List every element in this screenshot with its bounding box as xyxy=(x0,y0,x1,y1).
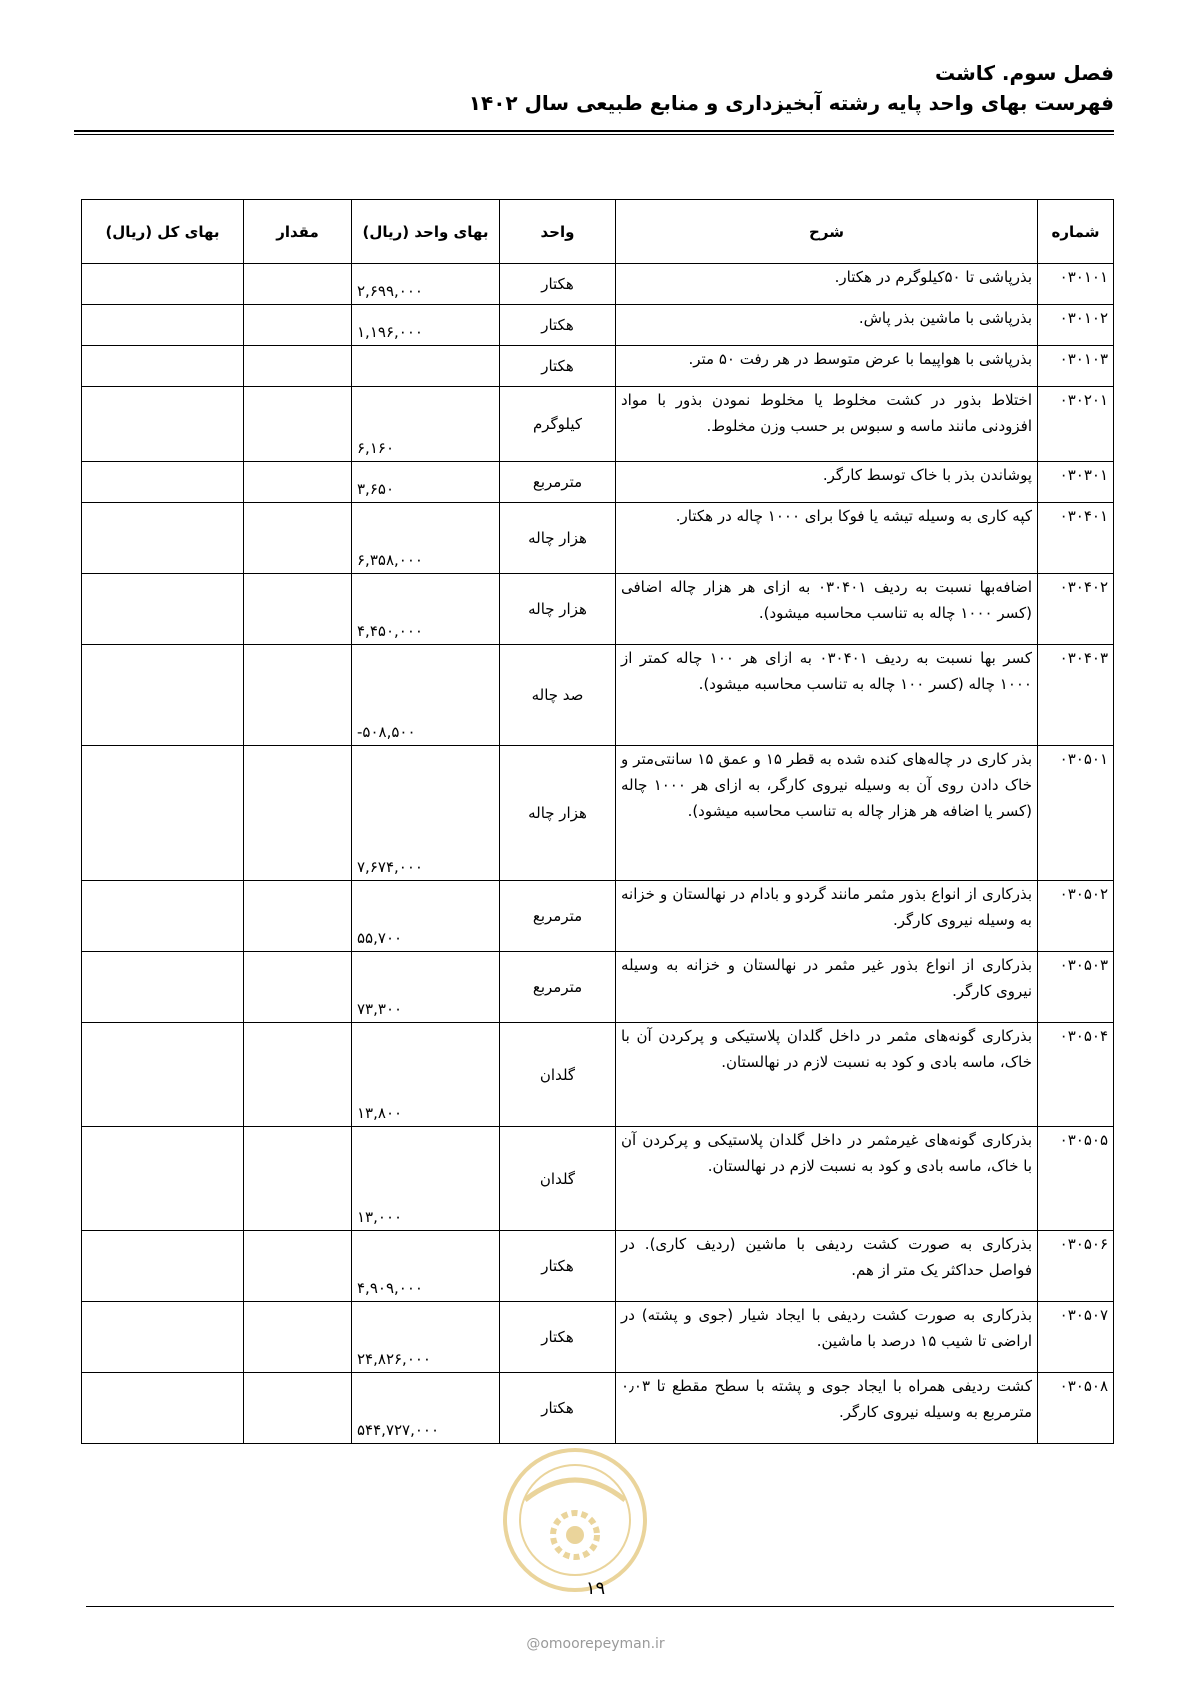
description-cell: کسر بها نسبت به ردیف ۰۳۰۴۰۱ به ازای هر ۱۰۰ چاله کمتر از ۱۰۰۰ چاله (کسر ۱۰۰ چاله به تناسب محاسبه میشود). xyxy=(616,645,1038,746)
page-header xyxy=(469,58,1114,118)
description-cell: بذر کاری در چاله‌های کنده شده به قطر ۱۵ و عمق ۱۵ سانتی‌متر و خاک دادن روی آن به وسیله نیروی کارگر، به ازای هر ۱۰۰۰ چاله (کسر یا اضافه هر هزار چاله به تناسب محاسبه میشود). xyxy=(616,746,1038,881)
description-cell: اختلاط بذور در کشت مخلوط یا مخلوط نمودن بذور با مواد افزودنی مانند ماسه و سبوس بر حسب وزن مخلوط. xyxy=(616,387,1038,462)
total-price-cell xyxy=(82,574,244,645)
code-cell: ۰۳۰۵۰۶ xyxy=(1038,1231,1114,1302)
total-price-cell xyxy=(82,1231,244,1302)
unit-cell: هکتار xyxy=(500,1302,616,1373)
unit-price-cell: ۱,۱۹۶,۰۰۰ xyxy=(352,305,500,346)
quantity-cell xyxy=(244,305,352,346)
table-row xyxy=(82,881,1114,952)
description-cell: بذرپاشی تا ۵۰کیلوگرم در هکتار. xyxy=(616,264,1038,305)
unit-cell: مترمربع xyxy=(500,881,616,952)
table-row xyxy=(82,1302,1114,1373)
unit-cell: هکتار xyxy=(500,1373,616,1444)
code-cell: ۰۳۰۵۰۱ xyxy=(1038,746,1114,881)
code-cell: ۰۳۰۴۰۲ xyxy=(1038,574,1114,645)
unit-cell: گلدان xyxy=(500,1023,616,1127)
unit-cell: کیلوگرم xyxy=(500,387,616,462)
unit-cell: هکتار xyxy=(500,346,616,387)
unit-price-cell: ۱۳,۰۰۰ xyxy=(352,1127,500,1231)
unit-price-cell: ۷۳,۳۰۰ xyxy=(352,952,500,1023)
unit-price-cell: ۳,۶۵۰ xyxy=(352,462,500,503)
table-row xyxy=(82,746,1114,881)
col-header-total: بهای کل (ریال) xyxy=(82,200,244,264)
quantity-cell xyxy=(244,346,352,387)
table-row xyxy=(82,1127,1114,1231)
quantity-cell xyxy=(244,387,352,462)
unit-price-cell: ۱۳,۸۰۰ xyxy=(352,1023,500,1127)
total-price-cell xyxy=(82,462,244,503)
code-cell: ۰۳۰۵۰۳ xyxy=(1038,952,1114,1023)
code-cell: ۰۳۰۴۰۳ xyxy=(1038,645,1114,746)
unit-price-cell xyxy=(352,346,500,387)
code-cell: ۰۳۰۴۰۱ xyxy=(1038,503,1114,574)
unit-price-cell: ۵۵,۷۰۰ xyxy=(352,881,500,952)
code-cell: ۰۳۰۱۰۳ xyxy=(1038,346,1114,387)
unit-cell: هکتار xyxy=(500,305,616,346)
code-cell: ۰۳۰۱۰۲ xyxy=(1038,305,1114,346)
description-cell: پوشاندن بذر با خاک توسط کارگر. xyxy=(616,462,1038,503)
table-row xyxy=(82,1373,1114,1444)
description-cell: بذرکاری از انواع بذور مثمر مانند گردو و بادام در نهالستان و خزانه به وسیله نیروی کارگر. xyxy=(616,881,1038,952)
chapter-title: فصل سوم. کاشت xyxy=(934,61,1114,85)
quantity-cell xyxy=(244,503,352,574)
description-cell: بذرکاری به صورت کشت ردیفی با ماشین (ردیف کاری). در فواصل حداکثر یک متر از هم. xyxy=(616,1231,1038,1302)
total-price-cell xyxy=(82,746,244,881)
code-cell: ۰۳۰۵۰۴ xyxy=(1038,1023,1114,1127)
unit-price-cell: ۴,۴۵۰,۰۰۰ xyxy=(352,574,500,645)
quantity-cell xyxy=(244,462,352,503)
unit-price-cell: ۷,۶۷۴,۰۰۰ xyxy=(352,746,500,881)
watermark-stamp xyxy=(495,1440,655,1600)
quantity-cell xyxy=(244,1302,352,1373)
quantity-cell xyxy=(244,1023,352,1127)
total-price-cell xyxy=(82,503,244,574)
total-price-cell xyxy=(82,264,244,305)
unit-cell: گلدان xyxy=(500,1127,616,1231)
description-cell: بذرکاری به صورت کشت ردیفی با ایجاد شیار (جوی و پشته) در اراضی تا شیب ۱۵ درصد با ماشین. xyxy=(616,1302,1038,1373)
quantity-cell xyxy=(244,746,352,881)
quantity-cell xyxy=(244,1231,352,1302)
total-price-cell xyxy=(82,952,244,1023)
header-rule-thin xyxy=(74,134,1114,135)
unit-cell: مترمربع xyxy=(500,952,616,1023)
col-header-price: بهای واحد (ریال) xyxy=(352,200,500,264)
total-price-cell xyxy=(82,305,244,346)
quantity-cell xyxy=(244,645,352,746)
col-header-unit: واحد xyxy=(500,200,616,264)
total-price-cell xyxy=(82,1127,244,1231)
quantity-cell xyxy=(244,1373,352,1444)
total-price-cell xyxy=(82,387,244,462)
total-price-cell xyxy=(82,1302,244,1373)
table-row xyxy=(82,645,1114,746)
table-row xyxy=(82,1231,1114,1302)
description-cell: کشت ردیفی همراه با ایجاد جوی و پشته با سطح مقطع تا ۰٫۰۳ مترمربع به وسیله نیروی کارگر. xyxy=(616,1373,1038,1444)
quantity-cell xyxy=(244,574,352,645)
code-cell: ۰۳۰۵۰۲ xyxy=(1038,881,1114,952)
quantity-cell xyxy=(244,264,352,305)
unit-price-cell: ۶,۳۵۸,۰۰۰ xyxy=(352,503,500,574)
table-row xyxy=(82,346,1114,387)
col-header-qty: مقدار xyxy=(244,200,352,264)
table-row xyxy=(82,1023,1114,1127)
quantity-cell xyxy=(244,881,352,952)
quantity-cell xyxy=(244,1127,352,1231)
code-cell: ۰۳۰۵۰۵ xyxy=(1038,1127,1114,1231)
description-cell: بذرکاری از انواع بذور غیر مثمر در نهالستان و خزانه به وسیله نیروی کارگر. xyxy=(616,952,1038,1023)
description-cell: کپه کاری به وسیله تیشه یا فوکا برای ۱۰۰۰ چاله در هکتار. xyxy=(616,503,1038,574)
table-row xyxy=(82,574,1114,645)
unit-cell: هزار چاله xyxy=(500,503,616,574)
footer-rule xyxy=(86,1606,1114,1607)
code-cell: ۰۳۰۳۰۱ xyxy=(1038,462,1114,503)
total-price-cell xyxy=(82,645,244,746)
description-cell: اضافه‌بها نسبت به ردیف ۰۳۰۴۰۱ به ازای هر هزار چاله اضافی (کسر ۱۰۰۰ چاله به تناسب محاسبه میشود). xyxy=(616,574,1038,645)
description-cell: بذرکاری گونه‌های غیرمثمر در داخل گلدان پلاستیکی و پرکردن آن با خاک، ماسه بادی و کود به نسبت لازم در نهالستان. xyxy=(616,1127,1038,1231)
total-price-cell xyxy=(82,881,244,952)
unit-price-cell: -۵۰۸,۵۰۰ xyxy=(352,645,500,746)
unit-price-cell: ۴,۹۰۹,۰۰۰ xyxy=(352,1231,500,1302)
table-row xyxy=(82,952,1114,1023)
page-number: ۱۹ xyxy=(585,1578,606,1599)
code-cell: ۰۳۰۵۰۸ xyxy=(1038,1373,1114,1444)
unit-cell: هزار چاله xyxy=(500,746,616,881)
quantity-cell xyxy=(244,952,352,1023)
col-header-code: شماره xyxy=(1038,200,1114,264)
table-row xyxy=(82,387,1114,462)
col-header-desc: شرح xyxy=(616,200,1038,264)
total-price-cell xyxy=(82,1373,244,1444)
code-cell: ۰۳۰۵۰۷ xyxy=(1038,1302,1114,1373)
document-title: فهرست بهای واحد پایه رشته آبخیزداری و منابع طبیعی سال ۱۴۰۲ xyxy=(468,91,1114,115)
header-rule-thick xyxy=(74,130,1114,132)
unit-cell: هکتار xyxy=(500,1231,616,1302)
description-cell: بذرپاشی با ماشین بذر پاش. xyxy=(616,305,1038,346)
code-cell: ۰۳۰۱۰۱ xyxy=(1038,264,1114,305)
description-cell: بذرپاشی با هواپیما با عرض متوسط در هر رفت ۵۰ متر. xyxy=(616,346,1038,387)
total-price-cell xyxy=(82,1023,244,1127)
unit-cell: هزار چاله xyxy=(500,574,616,645)
unit-price-cell: ۶,۱۶۰ xyxy=(352,387,500,462)
table-header-row xyxy=(82,200,1114,264)
table-row xyxy=(82,503,1114,574)
unit-price-cell: ۵۴۴,۷۲۷,۰۰۰ xyxy=(352,1373,500,1444)
table-row xyxy=(82,462,1114,503)
code-cell: ۰۳۰۲۰۱ xyxy=(1038,387,1114,462)
total-price-cell xyxy=(82,346,244,387)
unit-price-cell: ۲,۶۹۹,۰۰۰ xyxy=(352,264,500,305)
website-watermark: @omoorepeyman.ir xyxy=(526,1636,665,1652)
table-row xyxy=(82,305,1114,346)
price-list-table xyxy=(81,199,1114,1444)
table-row xyxy=(82,264,1114,305)
unit-cell: صد چاله xyxy=(500,645,616,746)
unit-cell: مترمربع xyxy=(500,462,616,503)
unit-cell: هکتار xyxy=(500,264,616,305)
unit-price-cell: ۲۴,۸۲۶,۰۰۰ xyxy=(352,1302,500,1373)
description-cell: بذرکاری گونه‌های مثمر در داخل گلدان پلاستیکی و پرکردن آن با خاک، ماسه بادی و کود به نسبت لازم در نهالستان. xyxy=(616,1023,1038,1127)
